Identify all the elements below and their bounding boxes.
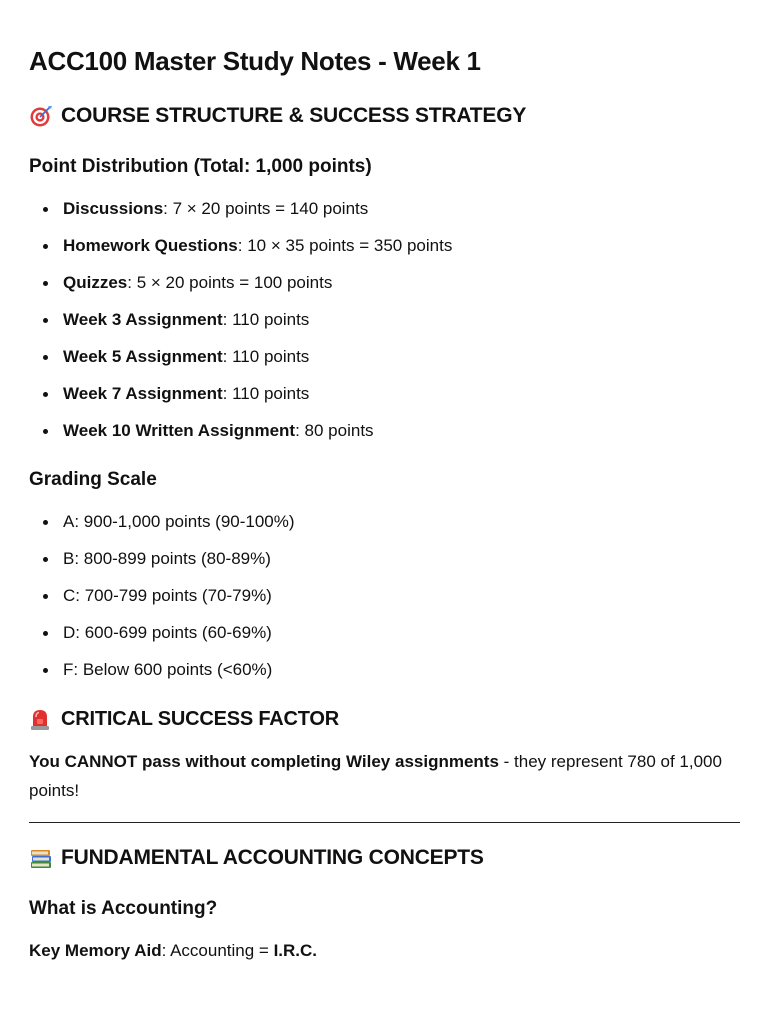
list-item: B: 800-899 points (80-89%) — [29, 547, 295, 584]
critical-rest-text: - they represent 780 of 1,000 points! — [29, 752, 722, 800]
grading-scale-list — [29, 510, 295, 695]
list-item: F: Below 600 points (<60%) — [29, 658, 295, 695]
direct-hit-target-icon — [29, 104, 53, 128]
list-item — [29, 345, 452, 382]
section-heading-text: CRITICAL SUCCESS FACTOR — [61, 707, 340, 730]
section-heading-course-structure — [29, 104, 526, 128]
memory-aid-value: I.R.C. — [273, 941, 318, 960]
section-heading-critical-success — [29, 707, 339, 731]
memory-aid-label: Key Memory Aid — [29, 941, 162, 960]
item-label: Week 3 Assignment — [63, 310, 223, 329]
item-label: Week 10 Written Assignment — [63, 421, 296, 440]
section-heading-text: COURSE STRUCTURE & SUCCESS STRATEGY — [61, 104, 527, 127]
critical-success-paragraph — [29, 747, 741, 805]
item-detail: : 80 points — [295, 421, 374, 440]
point-distribution-list — [29, 197, 452, 456]
list-item: C: 700-799 points (70-79%) — [29, 584, 295, 621]
police-light-icon — [29, 707, 53, 731]
key-memory-aid — [29, 936, 741, 965]
list-item — [29, 382, 452, 419]
item-detail: : 110 points — [222, 347, 310, 366]
list-item — [29, 234, 452, 271]
what-is-accounting-heading: What is Accounting? — [29, 898, 218, 919]
item-label: Discussions — [63, 199, 164, 218]
grading-scale-heading: Grading Scale — [29, 469, 157, 490]
books-icon — [29, 846, 53, 870]
list-item — [29, 271, 452, 308]
item-detail: : 110 points — [222, 384, 310, 403]
item-detail: : 7 × 20 points = 140 points — [163, 199, 369, 218]
item-detail: : 10 × 35 points = 350 points — [237, 236, 453, 255]
memory-aid-middle: : Accounting = — [161, 941, 274, 960]
list-item — [29, 308, 452, 345]
horizontal-divider — [29, 822, 740, 823]
item-detail: : 5 × 20 points = 100 points — [127, 273, 333, 292]
page-title: ACC100 Master Study Notes - Week 1 — [29, 46, 481, 76]
item-label: Homework Questions — [63, 236, 238, 255]
item-detail: : 110 points — [222, 310, 310, 329]
point-distribution-heading: Point Distribution (Total: 1,000 points) — [29, 156, 372, 177]
list-item — [29, 419, 452, 456]
list-item: A: 900-1,000 points (90-100%) — [29, 510, 295, 547]
item-label: Quizzes — [63, 273, 128, 292]
critical-bold-text: You CANNOT pass without completing Wiley assignments — [29, 752, 499, 771]
item-label: Week 5 Assignment — [63, 347, 223, 366]
list-item: D: 600-699 points (60-69%) — [29, 621, 295, 658]
section-heading-fundamentals — [29, 846, 484, 870]
section-heading-text: FUNDAMENTAL ACCOUNTING CONCEPTS — [61, 846, 484, 869]
list-item — [29, 197, 452, 234]
item-label: Week 7 Assignment — [63, 384, 223, 403]
